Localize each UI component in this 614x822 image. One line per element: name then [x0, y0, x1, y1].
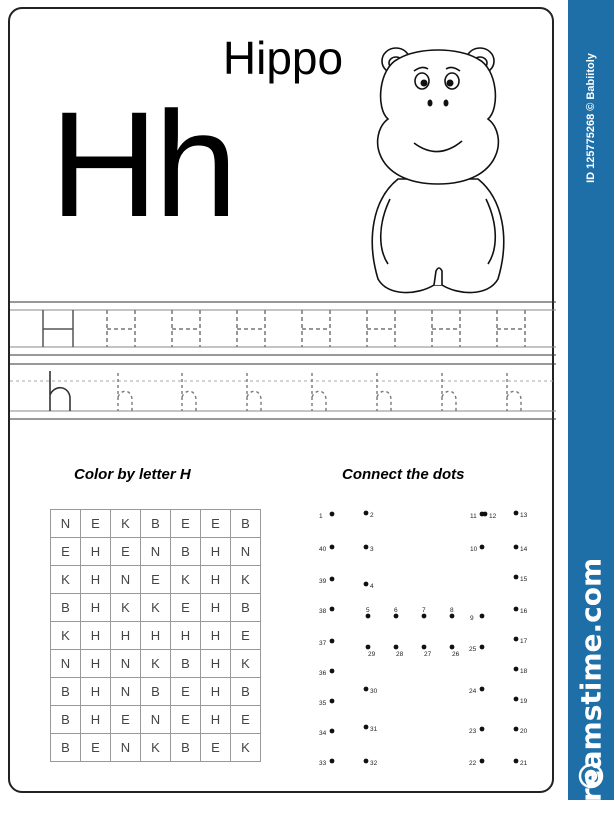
dot-label: 18 — [520, 668, 528, 675]
dot-point[interactable] — [514, 545, 519, 550]
grid-row — [51, 594, 261, 622]
grid-cell[interactable]: H — [81, 706, 111, 734]
dot-label: 5 — [366, 607, 370, 614]
grid-cell[interactable]: E — [111, 538, 141, 566]
dot-label: 28 — [396, 651, 404, 658]
dot-label: 12 — [489, 513, 497, 520]
tracing-area — [10, 9, 556, 439]
brand-logo-icon — [578, 763, 604, 789]
grid-cell[interactable]: H — [81, 538, 111, 566]
grid-cell[interactable]: B — [51, 706, 81, 734]
grid-cell[interactable]: K — [141, 734, 171, 762]
dot-point[interactable] — [366, 614, 371, 619]
grid-cell[interactable]: E — [141, 566, 171, 594]
grid-cell[interactable]: B — [51, 734, 81, 762]
dot-label: 26 — [452, 651, 460, 658]
grid-row — [51, 650, 261, 678]
grid-cell[interactable]: K — [231, 650, 261, 678]
grid-cell[interactable]: E — [201, 510, 231, 538]
grid-cell[interactable]: N — [111, 678, 141, 706]
grid-cell[interactable]: B — [141, 510, 171, 538]
grid-cell[interactable]: B — [141, 678, 171, 706]
grid-cell[interactable]: E — [171, 678, 201, 706]
dot-label: 30 — [370, 688, 378, 695]
grid-cell[interactable]: K — [231, 734, 261, 762]
dot-label: 23 — [469, 728, 477, 735]
dot-label: 2 — [370, 512, 374, 519]
grid-cell[interactable]: B — [171, 650, 201, 678]
grid-cell[interactable]: E — [231, 622, 261, 650]
connect-dots-puzzle — [310, 499, 540, 779]
dot-point[interactable] — [330, 607, 335, 612]
grid-cell[interactable]: B — [231, 594, 261, 622]
dot-point[interactable] — [330, 669, 335, 674]
dot-point[interactable] — [422, 614, 427, 619]
dot-label: 31 — [370, 726, 378, 733]
grid-cell[interactable]: N — [111, 734, 141, 762]
dot-label: 22 — [469, 760, 477, 767]
grid-cell[interactable]: E — [51, 538, 81, 566]
dot-point[interactable] — [450, 614, 455, 619]
dot-point[interactable] — [480, 687, 485, 692]
grid-cell[interactable]: H — [201, 706, 231, 734]
dot-point[interactable] — [364, 759, 369, 764]
dot-point[interactable] — [394, 645, 399, 650]
grid-cell[interactable]: E — [81, 510, 111, 538]
grid-cell[interactable]: E — [81, 734, 111, 762]
dot-point[interactable] — [514, 759, 519, 764]
dot-point[interactable] — [514, 575, 519, 580]
dot-point[interactable] — [514, 697, 519, 702]
grid-row — [51, 566, 261, 594]
grid-cell[interactable]: H — [81, 650, 111, 678]
grid-cell[interactable]: K — [111, 510, 141, 538]
grid-cell[interactable]: K — [51, 622, 81, 650]
grid-row — [51, 678, 261, 706]
grid-cell[interactable]: K — [171, 566, 201, 594]
grid-cell[interactable]: B — [171, 734, 201, 762]
dot-point[interactable] — [394, 614, 399, 619]
connect-the-dots-title: Connect the dots — [342, 466, 465, 483]
dot-label: 24 — [469, 688, 477, 695]
grid-cell[interactable]: H — [81, 594, 111, 622]
dot-point[interactable] — [483, 512, 488, 517]
dot-point[interactable] — [480, 614, 485, 619]
grid-cell[interactable]: E — [231, 706, 261, 734]
grid-cell[interactable]: B — [231, 510, 261, 538]
dot-label: 4 — [370, 583, 374, 590]
dot-point[interactable] — [330, 699, 335, 704]
dot-label: 34 — [319, 730, 327, 737]
dot-label: 7 — [422, 607, 426, 614]
grid-cell[interactable]: H — [141, 622, 171, 650]
dot-label: 15 — [520, 576, 528, 583]
dot-label: 37 — [319, 640, 327, 647]
grid-cell[interactable]: B — [51, 678, 81, 706]
dot-point[interactable] — [330, 577, 335, 582]
grid-row — [51, 706, 261, 734]
grid-cell[interactable]: N — [231, 538, 261, 566]
worksheet-title: Hippo — [222, 32, 344, 84]
grid-cell[interactable]: H — [81, 622, 111, 650]
grid-cell[interactable]: H — [81, 566, 111, 594]
dot-label: 1 — [319, 513, 323, 520]
grid-cell[interactable]: K — [231, 566, 261, 594]
dot-point[interactable] — [480, 759, 485, 764]
grid-cell[interactable]: H — [171, 622, 201, 650]
dot-label: 16 — [520, 608, 528, 615]
dot-point[interactable] — [422, 645, 427, 650]
dot-point[interactable] — [330, 512, 335, 517]
grid-cell[interactable]: B — [231, 678, 261, 706]
grid-cell[interactable]: K — [111, 594, 141, 622]
dot-label: 20 — [520, 728, 528, 735]
grid-cell[interactable]: K — [141, 650, 171, 678]
dot-point[interactable] — [450, 645, 455, 650]
grid-cell[interactable]: K — [141, 594, 171, 622]
dot-point[interactable] — [364, 511, 369, 516]
grid-cell[interactable]: H — [201, 566, 231, 594]
dot-label: 6 — [394, 607, 398, 614]
grid-cell[interactable]: E — [201, 734, 231, 762]
dot-label: 10 — [470, 546, 478, 553]
grid-cell[interactable]: H — [111, 622, 141, 650]
grid-cell[interactable]: N — [141, 706, 171, 734]
big-letters: Hh — [50, 80, 234, 248]
dot-label: 11 — [470, 513, 477, 520]
grid-cell[interactable]: H — [201, 622, 231, 650]
color-by-letter-title: Color by letter H — [74, 466, 191, 483]
dot-label: 21 — [520, 760, 528, 767]
grid-cell[interactable]: H — [81, 678, 111, 706]
grid-cell[interactable]: H — [201, 678, 231, 706]
dot-point[interactable] — [480, 545, 485, 550]
grid-cell[interactable]: N — [51, 510, 81, 538]
dot-label: 8 — [450, 607, 454, 614]
dot-point[interactable] — [514, 511, 519, 516]
dot-point[interactable] — [514, 667, 519, 672]
dot-point[interactable] — [330, 545, 335, 550]
dot-label: 3 — [370, 546, 374, 553]
dot-point[interactable] — [480, 645, 485, 650]
dot-point[interactable] — [330, 759, 335, 764]
grid-cell[interactable]: N — [141, 538, 171, 566]
dot-label: 40 — [319, 546, 327, 553]
dot-label: 32 — [370, 760, 378, 767]
grid-cell[interactable]: N — [51, 650, 81, 678]
grid-cell[interactable]: E — [171, 706, 201, 734]
dot-point[interactable] — [366, 645, 371, 650]
grid-row — [51, 538, 261, 566]
grid-cell[interactable]: E — [111, 706, 141, 734]
dot-label: 39 — [319, 578, 327, 585]
dot-point[interactable] — [364, 687, 369, 692]
dot-label: 25 — [469, 646, 477, 653]
dot-label: 9 — [470, 615, 474, 622]
grid-row — [51, 510, 261, 538]
dot-label: 38 — [319, 608, 327, 615]
dot-point[interactable] — [364, 582, 369, 587]
grid-cell[interactable]: N — [111, 566, 141, 594]
grid-cell[interactable]: B — [171, 538, 201, 566]
grid-row — [51, 734, 261, 762]
dot-label: 14 — [520, 546, 528, 553]
color-grid — [50, 509, 261, 762]
grid-row — [51, 622, 261, 650]
dot-point[interactable] — [330, 729, 335, 734]
grid-cell[interactable]: N — [111, 650, 141, 678]
grid-cell[interactable]: K — [51, 566, 81, 594]
dot-point[interactable] — [514, 637, 519, 642]
dot-point[interactable] — [364, 725, 369, 730]
grid-cell[interactable]: H — [201, 538, 231, 566]
grid-cell[interactable]: H — [201, 650, 231, 678]
image-id-text: ID 125775268 © Babiitoly — [585, 53, 597, 183]
brand-watermark: dreamstime.com — [574, 557, 608, 822]
dot-label: 36 — [319, 670, 327, 677]
worksheet — [8, 7, 554, 793]
grid-cell[interactable]: E — [171, 594, 201, 622]
dot-label: 29 — [368, 651, 376, 658]
dot-label: 17 — [520, 638, 528, 645]
dot-label: 13 — [520, 512, 528, 519]
grid-cell[interactable]: H — [201, 594, 231, 622]
dot-label: 35 — [319, 700, 327, 707]
grid-cell[interactable]: E — [171, 510, 201, 538]
dot-label: 27 — [424, 651, 432, 658]
dot-point[interactable] — [514, 727, 519, 732]
dot-point[interactable] — [514, 607, 519, 612]
dot-label: 33 — [319, 760, 327, 767]
grid-cell[interactable]: B — [51, 594, 81, 622]
dot-point[interactable] — [364, 545, 369, 550]
dot-point[interactable] — [480, 727, 485, 732]
dot-label: 19 — [520, 698, 528, 705]
dot-point[interactable] — [330, 639, 335, 644]
